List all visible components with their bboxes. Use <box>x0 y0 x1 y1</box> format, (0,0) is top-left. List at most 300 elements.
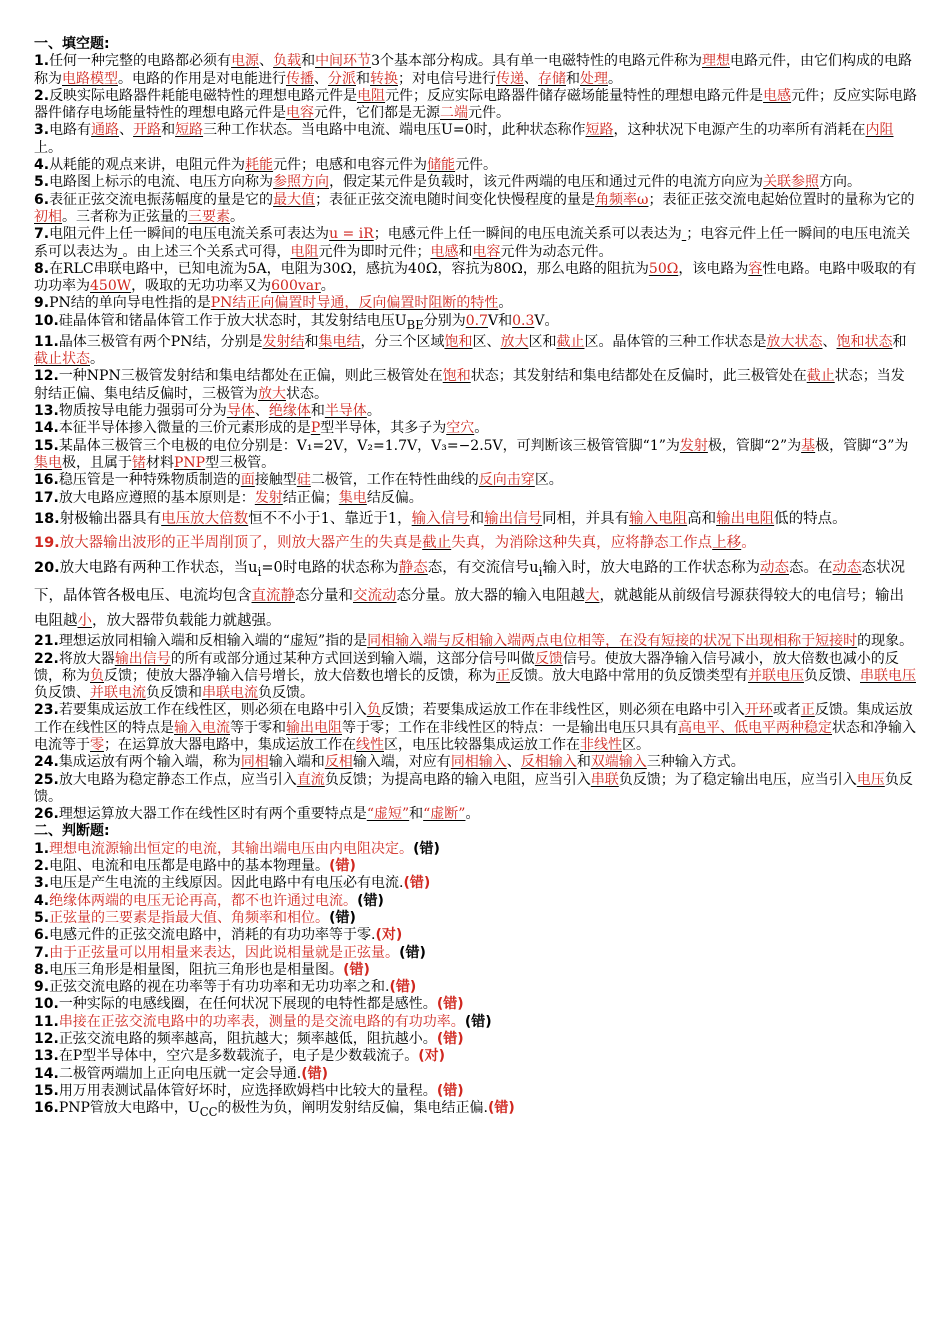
statement-text: 一种实际的电感线圈，在任何状况下展现的电特性都是感性。 <box>58 996 437 1013</box>
question-text: 负反馈。 <box>34 771 913 805</box>
fill-question <box>34 556 918 633</box>
answer-blank: 串联电压 <box>860 667 916 684</box>
answer-blank: 分派 <box>328 70 356 87</box>
question-text: 的现象。 <box>857 633 914 650</box>
answer-blank: 开路 <box>133 122 162 139</box>
question-number: 5. <box>34 174 50 191</box>
question-text: 分别为 <box>423 312 466 329</box>
question-text: ，吸取的无功功率又为 <box>131 278 272 295</box>
answer-blank: 上移 <box>712 535 742 552</box>
question-text: 型三极管。 <box>205 454 276 471</box>
answer-blank: 容 <box>748 260 763 277</box>
question-text: 失真，为消除这种失真，应将静态工作点 <box>451 535 713 552</box>
answer-blank: 截止 <box>422 535 452 552</box>
answer-blank: 动态 <box>832 559 862 576</box>
question-text: 。 <box>474 420 489 437</box>
question-text: 输入端，对应有 <box>352 754 451 771</box>
question-text: ；电容元件上任一瞬间的电压电流关系可以表达为 <box>34 226 911 260</box>
judgement-question <box>34 875 918 892</box>
question-text: 、 <box>259 53 274 70</box>
answer-blank: 初相 <box>34 208 62 225</box>
verdict-label: (错) <box>399 944 426 961</box>
question-text: 、 <box>822 333 837 350</box>
question-number: 14. <box>34 420 59 437</box>
answer-blank: 理想 <box>701 53 730 70</box>
answer-blank: 面 <box>240 472 255 489</box>
question-number: 8. <box>34 260 50 277</box>
question-number: 2. <box>34 87 50 104</box>
question-text: 极，管脚“2”为 <box>707 437 802 454</box>
answer-blank: 同相输入端与反相输入端两点电位相等，在没有短接的状况下出现相称于短接时 <box>367 633 858 650</box>
question-text: 信号。使放大器净输入信号减小，放大倍数也减小的反馈，称为 <box>34 650 899 684</box>
subscript: i <box>257 564 262 579</box>
answer-blank: 储能 <box>427 157 456 174</box>
question-number: 8. <box>34 961 50 978</box>
answer-blank: 放大 <box>258 385 286 402</box>
subscript: BE <box>406 317 424 332</box>
judgement-question <box>34 910 918 927</box>
question-text: 将放大器 <box>58 650 115 667</box>
statement-text: 电压三角形是相量图，阻抗三角形也是相量图。 <box>49 961 344 978</box>
question-number: 20. <box>34 559 60 576</box>
question-text: =0时电路的状态称为 <box>261 559 399 576</box>
question-text: 状态；当发射结正偏、集电结反偏时，三极管为 <box>34 368 905 402</box>
answer-blank: 交流动 <box>353 588 397 605</box>
question-number: 14. <box>34 1065 59 1082</box>
question-text: 任何一种完整的电路都必须有 <box>49 53 232 70</box>
answer-blank: 短路 <box>585 122 614 139</box>
question-text: 输入端和 <box>268 754 325 771</box>
verdict-label: (错) <box>301 1065 329 1082</box>
question-text: 恒不不小于1、靠近于1， <box>248 510 412 527</box>
question-text: PN结的单向导电性指的是 <box>49 295 211 312</box>
question-text: 输入时，放大电路的工作状态称为 <box>542 559 760 576</box>
fill-question <box>34 651 918 703</box>
question-number: 4. <box>34 157 50 174</box>
verdict-label: (对) <box>418 1048 446 1065</box>
verdict-label: (错) <box>436 1031 464 1048</box>
question-text: 。 <box>498 295 513 312</box>
question-text: 和 <box>576 754 591 771</box>
answer-blank: 反相输入 <box>520 754 577 771</box>
answer-blank: 传播 <box>286 70 314 87</box>
question-number: 9. <box>34 979 50 996</box>
answer-blank: 零 <box>90 736 104 753</box>
judgement-question <box>34 1100 918 1121</box>
question-text: 和 <box>304 333 319 350</box>
question-text: 区。 <box>534 472 563 489</box>
question-text: 状态；其发射结和集电结都处在反偏时，此三极管处在 <box>470 368 807 385</box>
question-text: 反馈。集成运放工作在线性区的特点是 <box>34 702 913 736</box>
question-text: 材料 <box>146 454 174 471</box>
question-text: 放大电路为稳定静态工作点，应当引入 <box>58 771 297 788</box>
answer-blank: 50Ω <box>648 260 679 277</box>
question-text: 同相，并具有 <box>542 510 630 527</box>
answer-blank: 电容 <box>286 105 314 122</box>
question-text: 态，有交流信号u <box>427 559 539 576</box>
question-text: 若要集成运放工作在线性区，则必须在电路中引入 <box>58 702 367 719</box>
question-text: 反映实际电路器件耗能电磁特性的理想电路元件是 <box>49 87 358 104</box>
question-number: 17. <box>34 489 59 506</box>
fill-question <box>34 754 918 771</box>
answer-blank: 转换 <box>370 70 398 87</box>
question-number: 11. <box>34 333 59 350</box>
judgement-question <box>34 927 918 944</box>
fill-question <box>34 438 918 473</box>
answer-blank: 正 <box>496 667 510 684</box>
question-text: ，分三个区域 <box>360 333 445 350</box>
answer-blank: 集电结 <box>318 333 361 350</box>
question-text: 等于零和 <box>230 719 286 736</box>
question-text: 元件。 <box>455 157 498 174</box>
answer-blank: 开环 <box>744 702 773 719</box>
question-text: 。 <box>465 806 480 823</box>
question-number: 21. <box>34 633 59 650</box>
answer-blank: 同相 <box>240 754 269 771</box>
answer-blank: 三要素 <box>188 208 230 225</box>
fill-question <box>34 420 918 437</box>
question-text: 结反偏。 <box>366 489 423 506</box>
fill-question <box>34 772 918 807</box>
question-number: 16. <box>34 1100 59 1117</box>
answer-blank: 电压放大倍数 <box>161 510 249 527</box>
question-number: 1. <box>34 840 50 857</box>
answer-blank: 参照方向 <box>273 174 330 191</box>
question-number: 3. <box>34 122 50 139</box>
answer-blank: 输出电阻 <box>716 510 775 527</box>
answer-blank: 截止 <box>806 368 835 385</box>
statement-text: 正弦量的三要素是指最大值、角频率和相位。 <box>49 909 330 926</box>
question-text: 元件；电感和电容元件为 <box>273 157 428 174</box>
answer-blank: 反向击穿 <box>478 472 535 489</box>
answer-blank: 直流 <box>296 771 325 788</box>
answer-blank: 负 <box>366 702 381 719</box>
answer-blank: 基 <box>801 437 816 454</box>
question-number: 25. <box>34 771 59 788</box>
question-text: 和 <box>310 403 325 420</box>
question-text: ，放大器带负载能力就越强。 <box>92 612 281 629</box>
answer-blank: 电感 <box>430 243 459 260</box>
question-text: 方向。 <box>819 174 862 191</box>
answer-blank: 线性 <box>356 736 384 753</box>
fill-question <box>34 226 918 261</box>
question-text: 一种NPN三极管发射结和集电结都处在正偏，则此三极管处在 <box>58 368 443 385</box>
answer-blank: 空穴 <box>446 420 475 437</box>
question-text: 高和 <box>687 510 717 527</box>
answer-blank: 0.3 <box>512 312 535 329</box>
question-number: 15. <box>34 437 59 454</box>
answer-blank: 反相 <box>324 754 353 771</box>
answer-blank: 600var <box>271 278 321 295</box>
verdict-label: (对) <box>375 927 403 944</box>
question-text: 本征半导体掺入微量的三价元素形成的是 <box>58 420 311 437</box>
question-text: V。 <box>534 312 559 329</box>
fill-question <box>34 472 918 489</box>
question-text: 负反馈。 <box>258 685 314 702</box>
answer-blank: 电路模型 <box>62 70 118 87</box>
question-text: 接触型 <box>254 472 297 489</box>
question-text: ；表征正弦交流电随时间变化快慢程度的量是 <box>315 191 596 208</box>
question-text: 反馈。放大电路中常用的负反馈类型有 <box>510 667 748 684</box>
answer-blank: 处理 <box>580 70 608 87</box>
answer-blank: 输入电阻 <box>629 510 688 527</box>
answer-blank: 输出信号 <box>484 510 543 527</box>
question-number: 7. <box>34 944 50 961</box>
statement-text: 串接在正弦交流电路中的功率表，测量的是交流电路的有功功率。 <box>58 1013 465 1030</box>
question-text: 和 <box>356 70 370 87</box>
answer-blank: 输入信号 <box>411 510 470 527</box>
answer-blank: 截止 <box>556 333 585 350</box>
question-number: 10. <box>34 996 59 1013</box>
question-number: 3. <box>34 875 50 892</box>
fill-question <box>34 192 918 227</box>
answer-blank: PN结正向偏置时导通，反向偏置时阻断的特性 <box>210 295 499 312</box>
question-text: 硅晶体管和锗晶体管工作于放大状态时，其发射结电压U <box>58 312 407 329</box>
question-number: 13. <box>34 403 59 420</box>
question-text: 状态。 <box>286 385 328 402</box>
question-text: 、 <box>524 70 538 87</box>
answer-blank: 锗 <box>132 454 146 471</box>
statement-text: 电压是产生电流的主线原因。因此电路中有电压必有电流. <box>49 875 404 892</box>
question-text: 区和 <box>528 333 557 350</box>
answer-blank: 放大状态 <box>766 333 823 350</box>
answer-blank: 同相输入 <box>450 754 507 771</box>
judgement-question <box>34 962 918 979</box>
question-text: 反馈；使放大器净输入信号增长，放大倍数也增长的反馈，称为 <box>104 667 496 684</box>
question-number: 16. <box>34 472 59 489</box>
question-text: 低的特点。 <box>774 510 847 527</box>
question-number: 1. <box>34 53 50 70</box>
question-text: 态分量和 <box>295 588 353 605</box>
question-text: 负反馈；为了稳定输出电压，应当引入 <box>618 771 857 788</box>
answer-blank: 放大 <box>500 333 529 350</box>
question-text: 某晶体三极管三个电极的电位分别是：V₁=2V，V₂=1.7V，V₃=−2.5V，可判断该三极管管脚“1”为 <box>58 437 680 454</box>
question-number: 6. <box>34 927 50 944</box>
question-text: 元件；反应实际电路器件储存电场能量特性的理想电路元件是 <box>34 87 918 122</box>
answer-blank: 发射 <box>679 437 708 454</box>
question-text: 元件，它们都是无源 <box>314 105 440 122</box>
question-text: 。电路的作用是对电能进行 <box>118 70 286 87</box>
fill-question <box>34 157 918 174</box>
question-text: V和 <box>487 312 513 329</box>
answer-blank: 输出信号 <box>114 650 171 667</box>
answer-blank: u = iR <box>329 226 374 243</box>
answer-blank: 输入电流 <box>174 719 230 736</box>
question-text: 。 <box>608 70 622 87</box>
question-text: 放大电路有两种工作状态，当u <box>59 559 258 576</box>
question-number: 9. <box>34 295 50 312</box>
answer-blank: 通路 <box>91 122 120 139</box>
section-title-fill-in: 一、填空题: <box>34 36 110 52</box>
fill-question <box>34 334 918 369</box>
judgement-question <box>34 893 918 910</box>
question-number: 11. <box>34 1013 59 1030</box>
judgement-question <box>34 1066 918 1083</box>
answer-blank: 耗能 <box>245 157 274 174</box>
statement-text: 二极管两端加上正向电压就一定会导通. <box>58 1065 302 1082</box>
answer-blank: 硅 <box>296 472 311 489</box>
statement-text: 绝缘体两端的电压无论再高，都不也许通过电流。 <box>49 892 358 909</box>
question-text: 和 <box>458 243 473 260</box>
answer-blank: 负载 <box>273 53 302 70</box>
question-number: 7. <box>34 226 50 243</box>
answer-blank: 小 <box>77 612 92 629</box>
question-text: 电阻元件上任一瞬间的电压电流关系可表达为 <box>49 226 330 243</box>
question-text: 负反馈、 <box>34 685 90 702</box>
answer-blank: 集电 <box>34 454 62 471</box>
question-text: 二极管，工作在特性曲线的 <box>310 472 479 489</box>
fill-question <box>34 507 918 532</box>
question-text: 。三者称为正弦量的 <box>62 208 188 225</box>
answer-blank: 内阻 <box>865 122 894 139</box>
question-text: 、 <box>314 70 328 87</box>
answer-blank: 饱和 <box>442 368 471 385</box>
question-text: 、 <box>119 122 134 139</box>
answer-blank: 角频率ω <box>595 191 649 208</box>
question-text: 上。 <box>34 139 62 156</box>
question-number: 15. <box>34 1082 59 1099</box>
answer-blank: P <box>310 420 321 437</box>
answer-blank: 电源 <box>231 53 260 70</box>
answer-blank: 二端 <box>440 105 468 122</box>
verdict-label: (错) <box>436 1082 464 1099</box>
fill-question <box>34 88 918 123</box>
judgement-question <box>34 1031 918 1048</box>
question-text: 电路有 <box>49 122 92 139</box>
statement-text: PNP管放大电路中，U <box>58 1100 200 1117</box>
verdict-label: (错) <box>464 1013 492 1030</box>
answer-blank: 饱和状态 <box>836 333 893 350</box>
fill-question <box>34 403 918 420</box>
answer-blank: 并联电压 <box>748 667 804 684</box>
question-text: 负反馈和 <box>146 685 202 702</box>
subscript: CC <box>199 1105 218 1120</box>
question-text: 极，且属于 <box>62 454 132 471</box>
answer-blank: 导体 <box>226 403 255 420</box>
verdict-label: (错) <box>488 1100 515 1117</box>
question-text: 极，管脚“3”为 <box>815 437 909 454</box>
answer-blank: 半导体 <box>324 403 367 420</box>
question-text: 元件；反应实际电路器件储存磁场能量特性的理想电路元件是 <box>385 87 764 104</box>
question-text: 结正偏； <box>282 489 339 506</box>
statement-text: 理想电流源输出恒定的电流，其输出端电压由内电阻决定。 <box>49 840 414 857</box>
question-text: 放大器输出波形的正半周削顶了，则放大器产生的失真是 <box>59 535 423 552</box>
question-text: 理想运算放大器工作在线性区时有两个重要特点是 <box>58 806 367 823</box>
answer-blank: 非线性 <box>580 736 622 753</box>
verdict-label: (错) <box>436 996 464 1013</box>
question-number: 19. <box>34 535 60 552</box>
verdict-label: (错) <box>389 979 417 996</box>
question-text: 在RLC串联电路中，已知电流为5A，电阻为30Ω，感抗为40Ω，容抗为80Ω，那么电路的阻抗为 <box>49 260 649 277</box>
answer-blank: 静态 <box>398 559 428 576</box>
question-text: 。 <box>230 208 244 225</box>
question-number: 12. <box>34 1031 59 1048</box>
answer-blank: 电阻 <box>290 243 319 260</box>
question-text: 放大电路应遵照的基本原则是： <box>58 489 255 506</box>
question-text: 射极输出器具有 <box>59 510 162 527</box>
question-text: 。 <box>366 403 381 420</box>
question-text: 和 <box>892 333 907 350</box>
question-text: 和 <box>301 53 316 70</box>
question-text: 电路元件，由它们构成的电路称为 <box>34 53 912 87</box>
question-text: 三种工作状态。当电路中电流、端电压U=0时，此种状态称作 <box>203 122 586 139</box>
question-text: 态。在 <box>789 559 833 576</box>
question-number: 13. <box>34 1048 59 1065</box>
answer-blank: 0.7 <box>465 312 488 329</box>
fill-question <box>34 490 918 507</box>
answer-blank: 直流静 <box>251 588 295 605</box>
fill-question <box>34 702 918 754</box>
question-text: 物质按导电能力强弱可分为 <box>58 403 227 420</box>
fill-question <box>34 368 918 403</box>
fill-question <box>34 174 918 191</box>
question-text: 区。 <box>622 736 650 753</box>
answer-blank: 截止状态 <box>34 351 90 368</box>
fill-question <box>34 261 918 296</box>
fill-in-list <box>34 53 918 823</box>
answer-blank: 并联电流 <box>90 685 146 702</box>
question-text: 。 <box>90 351 104 368</box>
question-text: 元件为动态元件。 <box>500 243 613 260</box>
question-text: 区。晶体管的三种工作状态是 <box>584 333 767 350</box>
question-text: 状态和净输入电流等于 <box>34 719 916 753</box>
answer-blank: PNP <box>174 454 206 471</box>
question-number: 18. <box>34 510 60 527</box>
fill-question <box>34 806 918 823</box>
question-text: 元件为即时元件； <box>318 243 431 260</box>
judgement-question <box>34 1014 918 1031</box>
question-text: 等于零；工作在非线性区的特点：一是输出电压只具有 <box>342 719 678 736</box>
question-text: ；对电信号进行 <box>398 70 496 87</box>
fill-question <box>34 295 918 312</box>
question-text: 或者 <box>772 702 801 719</box>
question-text: 、 <box>254 403 269 420</box>
question-text: ，这种状况下电源产生的功率所有消耗在 <box>613 122 866 139</box>
answer-blank: 发射 <box>254 489 283 506</box>
question-text: 负反馈；为提高电路的输入电阻，应当引入 <box>324 771 591 788</box>
fill-question <box>34 53 918 88</box>
question-text: 晶体三极管有两个PN结，分别是 <box>58 333 263 350</box>
subscript: i <box>538 564 543 579</box>
fill-question <box>34 633 918 650</box>
question-text: 和 <box>469 510 485 527</box>
question-text: 负反馈、 <box>804 667 860 684</box>
answer-blank: 输出电阻 <box>286 719 342 736</box>
answer-blank: 串联电流 <box>202 685 258 702</box>
statement-text: 用万用表测试晶体管好坏时，应选择欧姆档中比较大的量程。 <box>58 1082 437 1099</box>
answer-blank: 电压 <box>856 771 885 788</box>
question-text: 稳压管是一种特殊物质制造的 <box>58 472 241 489</box>
question-number: 22. <box>34 650 59 667</box>
question-text: 理想运放同相输入端和反相输入端的“虚短”指的是 <box>58 633 368 650</box>
answer-blank: 反馈 <box>534 650 563 667</box>
answer-blank: 电感 <box>763 87 792 104</box>
question-text: 。由上述三个关系式可得， <box>122 243 291 260</box>
question-text: 三种输入方式。 <box>646 754 745 771</box>
answer-blank: 最大值 <box>273 191 316 208</box>
statement-text: 在P型半导体中，空穴是多数载流子，电子是少数载流子。 <box>58 1048 419 1065</box>
answer-blank: 双端输入 <box>590 754 647 771</box>
fill-question <box>34 531 918 556</box>
statement-text: 正弦交流电路的频率越高，阻抗越大；频率越低，阻抗越小。 <box>58 1031 437 1048</box>
question-text: 态状况下，晶体管各极电压、电流均包含 <box>34 559 905 605</box>
judgement-question <box>34 858 918 875</box>
question-text: 从耗能的观点来讲，电阻元件为 <box>49 157 246 174</box>
question-text: 和 <box>161 122 176 139</box>
answer-blank: 大 <box>585 588 600 605</box>
section-title-judgement: 二、判断题: <box>34 823 110 840</box>
statement-text: 电感元件的正弦交流电路中，消耗的有功功率等于零. <box>49 927 376 944</box>
